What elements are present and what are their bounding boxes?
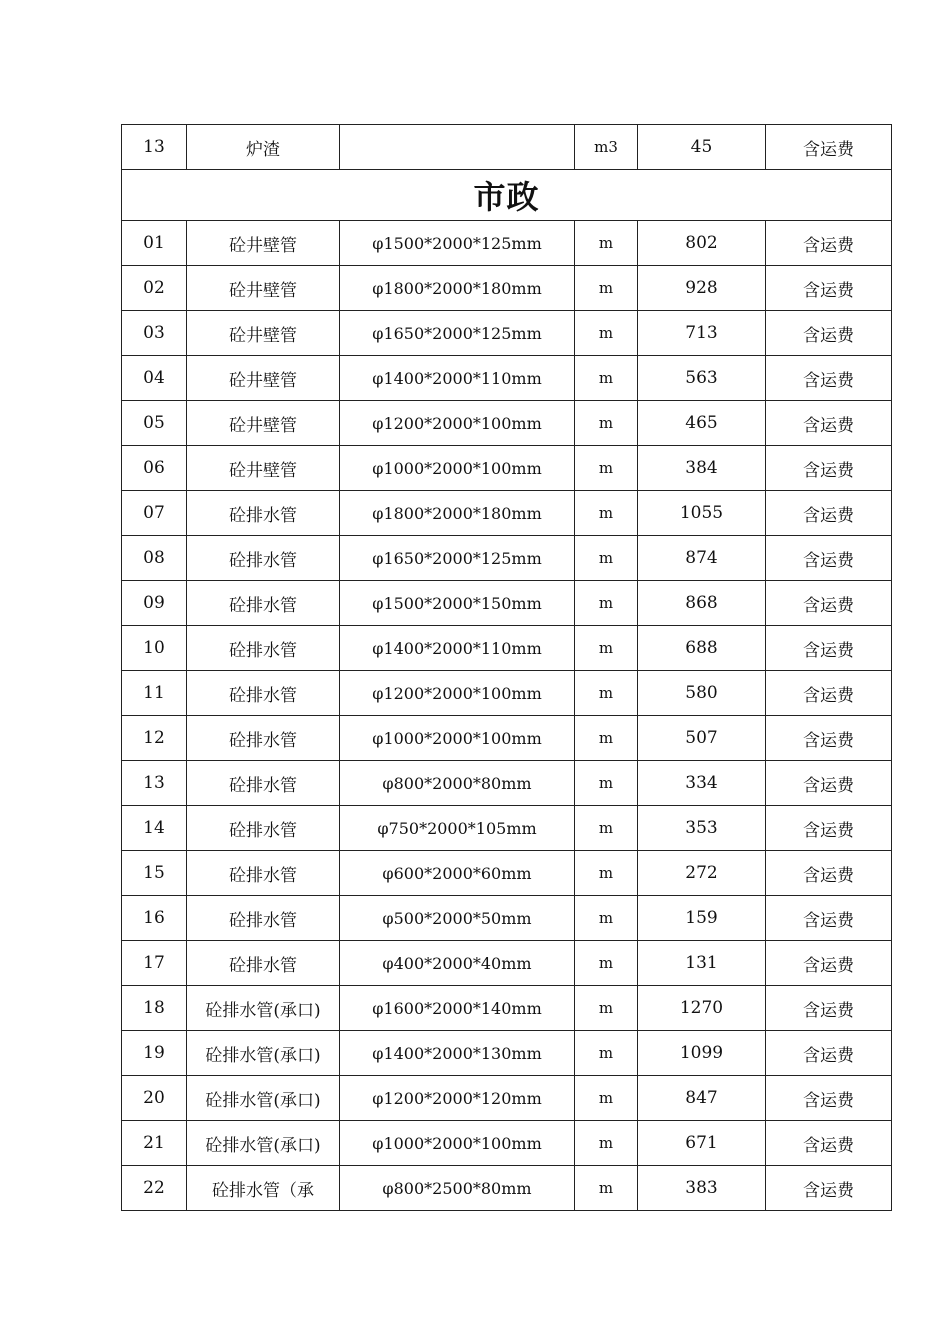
item-name: 砼井壁管: [187, 266, 340, 311]
item-unit: m: [575, 491, 638, 536]
section-header-row: [122, 170, 892, 221]
item-spec: φ600*2000*60mm: [340, 851, 575, 896]
item-note: 含运费: [766, 941, 892, 986]
table-row: [122, 716, 892, 761]
item-spec: φ750*2000*105mm: [340, 806, 575, 851]
item-number: 03: [122, 311, 187, 356]
item-note: 含运费: [766, 716, 892, 761]
item-number: 01: [122, 221, 187, 266]
item-spec: φ1400*2000*130mm: [340, 1031, 575, 1076]
item-unit: m: [575, 896, 638, 941]
table-row: [122, 671, 892, 716]
item-number: 19: [122, 1031, 187, 1076]
item-price: 688: [638, 626, 766, 671]
item-price: 334: [638, 761, 766, 806]
item-spec: φ1500*2000*125mm: [340, 221, 575, 266]
item-price: 465: [638, 401, 766, 446]
item-price: 45: [638, 125, 766, 170]
item-name: 砼排水管: [187, 671, 340, 716]
item-price: 847: [638, 1076, 766, 1121]
item-note: 含运费: [766, 626, 892, 671]
item-name: 砼排水管(承口): [187, 1076, 340, 1121]
item-price: 928: [638, 266, 766, 311]
table-row: [122, 1031, 892, 1076]
item-name: 砼井壁管: [187, 356, 340, 401]
item-note: 含运费: [766, 1031, 892, 1076]
item-number: 05: [122, 401, 187, 446]
table-row: [122, 851, 892, 896]
item-name: 砼排水管: [187, 536, 340, 581]
item-spec: φ1600*2000*140mm: [340, 986, 575, 1031]
item-note: 含运费: [766, 356, 892, 401]
item-spec: [340, 125, 575, 170]
item-unit: m: [575, 536, 638, 581]
item-price: 868: [638, 581, 766, 626]
table-row: [122, 1076, 892, 1121]
item-note: 含运费: [766, 896, 892, 941]
item-name: 砼排水管: [187, 806, 340, 851]
item-number: 09: [122, 581, 187, 626]
price-table: [121, 124, 892, 1211]
item-price: 874: [638, 536, 766, 581]
item-unit: m: [575, 806, 638, 851]
item-unit: m: [575, 1121, 638, 1166]
item-spec: φ1200*2000*120mm: [340, 1076, 575, 1121]
item-name: 砼排水管（承: [187, 1166, 340, 1211]
table-row: [122, 761, 892, 806]
item-number: 11: [122, 671, 187, 716]
item-name: 砼排水管: [187, 896, 340, 941]
item-unit: m: [575, 581, 638, 626]
item-spec: φ400*2000*40mm: [340, 941, 575, 986]
item-note: 含运费: [766, 311, 892, 356]
item-number: 07: [122, 491, 187, 536]
item-number: 13: [122, 761, 187, 806]
item-note: 含运费: [766, 1166, 892, 1211]
item-spec: φ800*2500*80mm: [340, 1166, 575, 1211]
item-spec: φ1200*2000*100mm: [340, 401, 575, 446]
item-spec: φ800*2000*80mm: [340, 761, 575, 806]
item-spec: φ500*2000*50mm: [340, 896, 575, 941]
item-number: 16: [122, 896, 187, 941]
table-row: [122, 806, 892, 851]
item-name: 砼井壁管: [187, 221, 340, 266]
item-number: 13: [122, 125, 187, 170]
item-note: 含运费: [766, 536, 892, 581]
item-note: 含运费: [766, 221, 892, 266]
item-unit: m: [575, 1031, 638, 1076]
item-unit: m: [575, 761, 638, 806]
item-unit: m3: [575, 125, 638, 170]
item-price: 159: [638, 896, 766, 941]
item-unit: m: [575, 671, 638, 716]
table-row: [122, 266, 892, 311]
item-spec: φ1400*2000*110mm: [340, 626, 575, 671]
item-number: 12: [122, 716, 187, 761]
item-note: 含运费: [766, 446, 892, 491]
item-note: 含运费: [766, 851, 892, 896]
item-unit: m: [575, 716, 638, 761]
item-unit: m: [575, 266, 638, 311]
table-row: [122, 356, 892, 401]
item-unit: m: [575, 356, 638, 401]
item-number: 04: [122, 356, 187, 401]
item-name: 砼排水管(承口): [187, 1031, 340, 1076]
item-unit: m: [575, 311, 638, 356]
table-row: [122, 401, 892, 446]
item-price: 272: [638, 851, 766, 896]
item-note: 含运费: [766, 671, 892, 716]
item-spec: φ1200*2000*100mm: [340, 671, 575, 716]
item-number: 06: [122, 446, 187, 491]
item-note: 含运费: [766, 1076, 892, 1121]
item-name: 砼排水管(承口): [187, 986, 340, 1031]
table-row: [122, 896, 892, 941]
item-number: 14: [122, 806, 187, 851]
item-number: 20: [122, 1076, 187, 1121]
item-number: 02: [122, 266, 187, 311]
item-price: 1099: [638, 1031, 766, 1076]
item-price: 131: [638, 941, 766, 986]
table-row: [122, 1166, 892, 1211]
item-note: 含运费: [766, 761, 892, 806]
table-row: [122, 491, 892, 536]
item-price: 507: [638, 716, 766, 761]
item-spec: φ1400*2000*110mm: [340, 356, 575, 401]
item-spec: φ1000*2000*100mm: [340, 1121, 575, 1166]
item-spec: φ1800*2000*180mm: [340, 266, 575, 311]
item-name: 砼排水管(承口): [187, 1121, 340, 1166]
item-name: 砼排水管: [187, 941, 340, 986]
item-spec: φ1650*2000*125mm: [340, 311, 575, 356]
item-price: 384: [638, 446, 766, 491]
item-unit: m: [575, 851, 638, 896]
item-unit: m: [575, 941, 638, 986]
table-row: [122, 941, 892, 986]
table-row: [122, 536, 892, 581]
item-unit: m: [575, 446, 638, 491]
item-price: 713: [638, 311, 766, 356]
table-row: [122, 1121, 892, 1166]
item-spec: φ1000*2000*100mm: [340, 446, 575, 491]
item-spec: φ1000*2000*100mm: [340, 716, 575, 761]
item-note: 含运费: [766, 491, 892, 536]
item-price: 1270: [638, 986, 766, 1031]
item-number: 21: [122, 1121, 187, 1166]
item-unit: m: [575, 221, 638, 266]
table-row: [122, 125, 892, 170]
item-name: 砼排水管: [187, 851, 340, 896]
item-name: 砼排水管: [187, 716, 340, 761]
item-name: 砼排水管: [187, 581, 340, 626]
item-name: 砼排水管: [187, 626, 340, 671]
item-note: 含运费: [766, 125, 892, 170]
item-unit: m: [575, 626, 638, 671]
item-name: 砼排水管: [187, 491, 340, 536]
item-price: 383: [638, 1166, 766, 1211]
item-price: 1055: [638, 491, 766, 536]
item-note: 含运费: [766, 401, 892, 446]
table-row: [122, 446, 892, 491]
section-title: 市政: [122, 170, 892, 221]
item-number: 08: [122, 536, 187, 581]
item-unit: m: [575, 401, 638, 446]
item-spec: φ1500*2000*150mm: [340, 581, 575, 626]
item-number: 22: [122, 1166, 187, 1211]
item-name: 砼井壁管: [187, 401, 340, 446]
item-name: 砼排水管: [187, 761, 340, 806]
table-row: [122, 626, 892, 671]
item-name: 砼井壁管: [187, 311, 340, 356]
item-unit: m: [575, 1166, 638, 1211]
table-row: [122, 986, 892, 1031]
table-row: [122, 581, 892, 626]
table-row: [122, 221, 892, 266]
item-name: 炉渣: [187, 125, 340, 170]
item-note: 含运费: [766, 806, 892, 851]
item-price: 671: [638, 1121, 766, 1166]
item-note: 含运费: [766, 266, 892, 311]
item-unit: m: [575, 986, 638, 1031]
item-price: 353: [638, 806, 766, 851]
item-note: 含运费: [766, 1121, 892, 1166]
item-price: 802: [638, 221, 766, 266]
item-note: 含运费: [766, 581, 892, 626]
table-row: [122, 311, 892, 356]
item-number: 17: [122, 941, 187, 986]
item-price: 580: [638, 671, 766, 716]
item-name: 砼井壁管: [187, 446, 340, 491]
item-number: 15: [122, 851, 187, 896]
item-spec: φ1650*2000*125mm: [340, 536, 575, 581]
item-number: 18: [122, 986, 187, 1031]
item-unit: m: [575, 1076, 638, 1121]
item-number: 10: [122, 626, 187, 671]
item-note: 含运费: [766, 986, 892, 1031]
item-price: 563: [638, 356, 766, 401]
item-spec: φ1800*2000*180mm: [340, 491, 575, 536]
